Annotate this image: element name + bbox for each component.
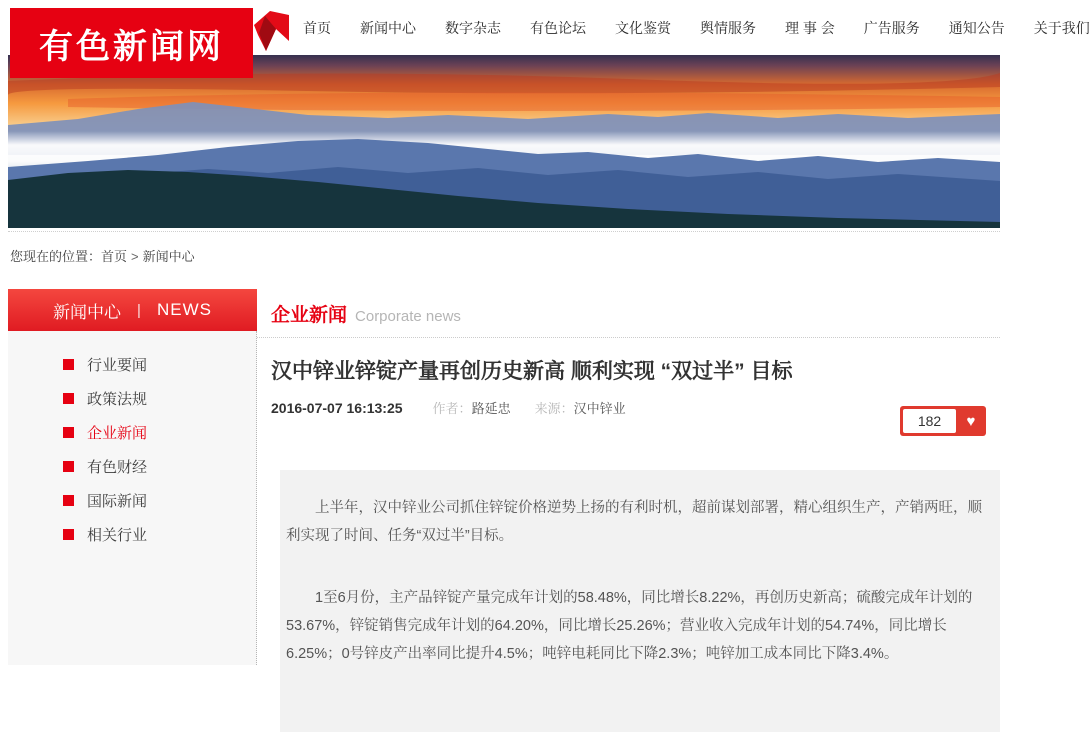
nav-item-notices[interactable]: 通知公告 [948,19,1005,36]
sidebar-item-corporate-news[interactable] [8,415,256,449]
section-title-cn: 企业新闻 [271,305,348,326]
breadcrumb-home-link[interactable]: 首页 [101,249,128,264]
sidebar-header-divider: | [137,301,141,319]
sidebar-item-international-news[interactable] [8,483,256,517]
top-navigation [303,0,1090,55]
nav-item-news-center[interactable]: 新闻中心 [360,19,416,36]
sidebar-item-label: 有色财经 [87,458,148,476]
site-logo-text: 有色新闻网 [39,27,224,66]
section-title-en: Corporate news [355,308,461,325]
nav-item-ad-service[interactable]: 广告服务 [863,19,920,36]
author-label: 作者： [432,401,472,416]
sidebar-header [8,289,257,331]
banner-divider [8,231,1000,232]
sidebar-item-label: 国际新闻 [87,492,148,510]
banner-image [8,55,1000,228]
heart-icon: ♥ [966,412,976,430]
sidebar-header-subtitle: NEWS [156,300,212,319]
sidebar-item-label: 行业要闻 [87,356,148,374]
article-datetime: 2016-07-07 16:13:25 [271,400,403,416]
sidebar-item-label: 政策法规 [87,390,148,408]
content-columns [8,289,1000,665]
nav-item-digital-magazine[interactable]: 数字杂志 [445,19,501,36]
article-paragraph: 上半年，汉中锌业公司抓住锌锭价格逆势上扬的有利时机，超前谋划部署，精心组织生产，产销两旺，顺利实现了时间、任务“双过半”目标。 [286,500,982,544]
flag-ribbon-icon [254,11,290,53]
article-meta [271,398,1000,417]
article-title: 汉中锌业锌锭产量再创历史新高 顺利实现 “双过半” 目标 [271,360,793,383]
square-bullet-icon [63,393,74,404]
article-main [257,289,1000,665]
sidebar-header-title: 新闻中心 [53,302,122,322]
breadcrumb [10,246,1000,265]
sidebar-menu [8,331,257,665]
source-label: 来源： [534,401,574,416]
source-name: 汉中锌业 [573,401,626,416]
news-sidebar [8,289,257,665]
mountain-sunset-illustration [8,55,1000,228]
author-name: 路延忠 [471,401,511,416]
article-body [280,470,1000,732]
sidebar-item-policies[interactable] [8,381,256,415]
sidebar-item-label: 相关行业 [87,526,148,544]
square-bullet-icon [63,529,74,540]
site-logo[interactable] [10,8,253,78]
breadcrumb-separator: > [131,249,139,264]
square-bullet-icon [63,359,74,370]
sidebar-item-related-industries[interactable] [8,517,256,551]
square-bullet-icon [63,427,74,438]
nav-item-about-us[interactable]: 关于我们 [1033,19,1090,36]
like-count: 182 [903,409,956,433]
like-button[interactable] [900,406,986,436]
section-header [257,289,1000,338]
nav-item-sentiment-service[interactable]: 舆情服务 [700,19,756,36]
square-bullet-icon [63,495,74,506]
nav-item-culture[interactable]: 文化鉴赏 [615,19,671,36]
square-bullet-icon [63,461,74,472]
nav-item-forum[interactable]: 有色论坛 [530,19,586,36]
nav-item-home[interactable]: 首页 [303,19,331,36]
breadcrumb-label: 您现在的位置： [10,249,102,264]
sidebar-item-label: 企业新闻 [87,424,148,442]
sidebar-item-industry-news[interactable] [8,347,256,381]
sidebar-item-finance[interactable] [8,449,256,483]
breadcrumb-current-link[interactable]: 新闻中心 [142,249,195,264]
article-paragraph: 1至6月份，主产品锌锭产量完成年计划的58.48%，同比增长8.22%，再创历史新高；硫酸完成年计划的53.67%，锌锭销售完成年计划的64.20%，同比增长25.26%；营业收入完成年计划的54.74%，同比增长6.25%；0号锌皮产出率同比提升4.5%；吨锌电耗同比下降2.3%；吨锌加工成本同比下降3.4%。 [286,590,973,662]
nav-item-council[interactable]: 理 事 会 [785,19,835,36]
